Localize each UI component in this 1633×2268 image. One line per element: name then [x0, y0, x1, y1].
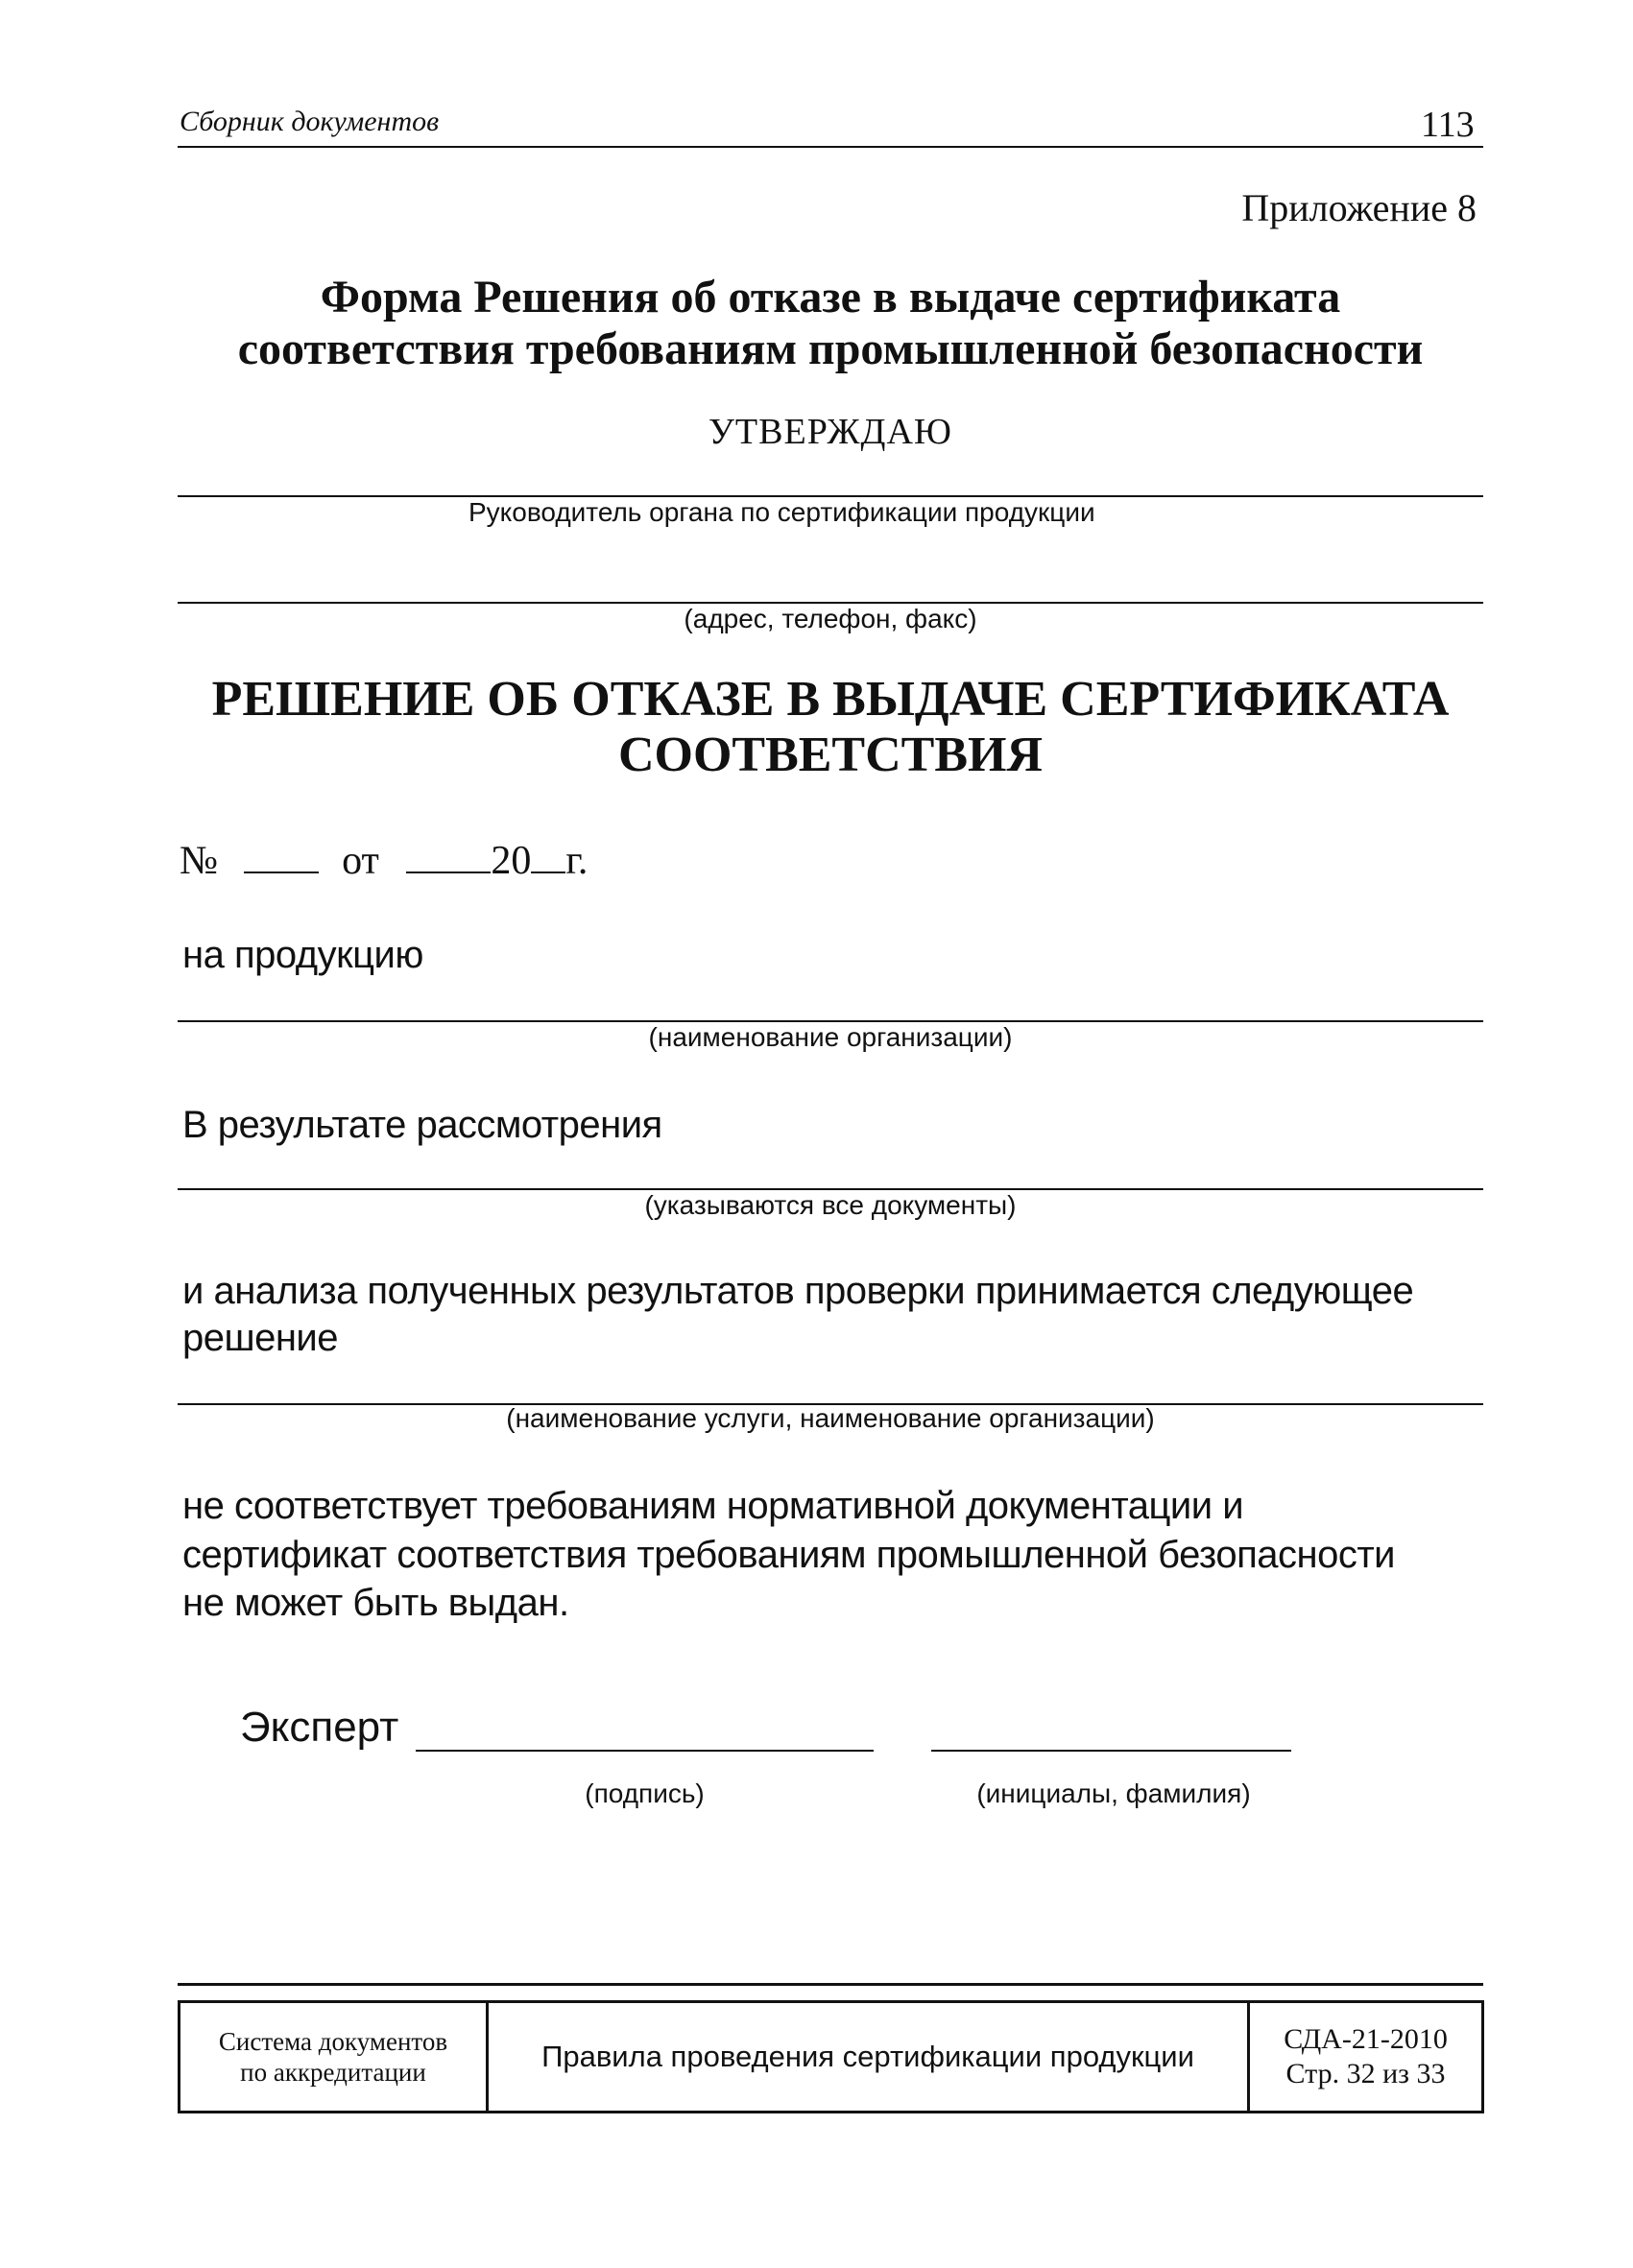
form-title-line-1: Форма Решения об отказе в выдаче сертификата — [320, 272, 1341, 322]
analysis-line-2: решение — [182, 1317, 339, 1359]
conclusion-line-2: сертификат соответствия требованиям промышленной безопасности — [182, 1534, 1395, 1576]
header-divider — [178, 146, 1483, 148]
review-label: В результате рассмотрения — [182, 1104, 662, 1146]
footer-rules-cell — [486, 2003, 1247, 2111]
page-number: 113 — [1421, 105, 1475, 145]
footer-code: СДА-21-2010 — [1284, 2023, 1448, 2055]
decision-title — [178, 672, 1483, 783]
footer-table — [178, 2000, 1484, 2113]
year-suffix: г. — [565, 839, 588, 883]
footer-page: Стр. 32 из 33 — [1285, 2058, 1446, 2089]
form-title — [178, 272, 1483, 375]
decision-title-line-2: СООТВЕТСТВИЯ — [617, 728, 1044, 782]
expert-label: Эксперт — [240, 1704, 399, 1751]
approve-label: УТВЕРЖДАЮ — [708, 412, 952, 452]
initials-caption: (инициалы, фамилия) — [976, 1779, 1251, 1808]
footer-system-cell — [180, 2003, 486, 2111]
form-title-line-2: соответствия требованиям промышленной безопасности — [237, 323, 1424, 374]
year-prefix: 20 — [491, 839, 532, 883]
product-label: на продукцию — [182, 934, 423, 976]
number-blank — [244, 839, 319, 873]
documents-caption: (указываются все документы) — [644, 1190, 1017, 1220]
org-name-caption: (наименование организации) — [648, 1022, 1013, 1052]
footer-code-cell — [1247, 2003, 1481, 2111]
footer-system-line-1: Система документов — [218, 2027, 448, 2056]
service-caption: (наименование услуги, наименование организации) — [506, 1403, 1155, 1433]
year-blank — [531, 839, 565, 873]
running-header-title: Сборник документов — [180, 106, 440, 137]
footer-system-line-2: по аккредитации — [240, 2058, 426, 2087]
footer-rules: Правила проведения сертификации продукции — [541, 2040, 1194, 2073]
decision-title-line-1: РЕШЕНИЕ ОБ ОТКАЗЕ В ВЫДАЧЕ СЕРТИФИКАТА — [211, 672, 1450, 727]
head-caption: Руководитель органа по сертификации продукции — [468, 497, 1095, 527]
address-caption: (адрес, телефон, факс) — [684, 604, 977, 633]
signature-caption: (подпись) — [585, 1779, 705, 1808]
conclusion-line-1: не соответствует требованиям нормативной документации и — [182, 1485, 1244, 1527]
number-date-line — [180, 838, 588, 884]
date-blank — [406, 839, 491, 873]
analysis-line-1: и анализа полученных результатов проверки принимается следующее — [182, 1270, 1414, 1312]
number-sign: № — [180, 839, 219, 883]
signature-line — [416, 1750, 874, 1752]
initials-line — [931, 1750, 1291, 1752]
from-label: от — [342, 839, 379, 883]
appendix-label: Приложение 8 — [1241, 186, 1477, 229]
footer-divider — [178, 1983, 1483, 1986]
conclusion-line-3: не может быть выдан. — [182, 1582, 569, 1624]
